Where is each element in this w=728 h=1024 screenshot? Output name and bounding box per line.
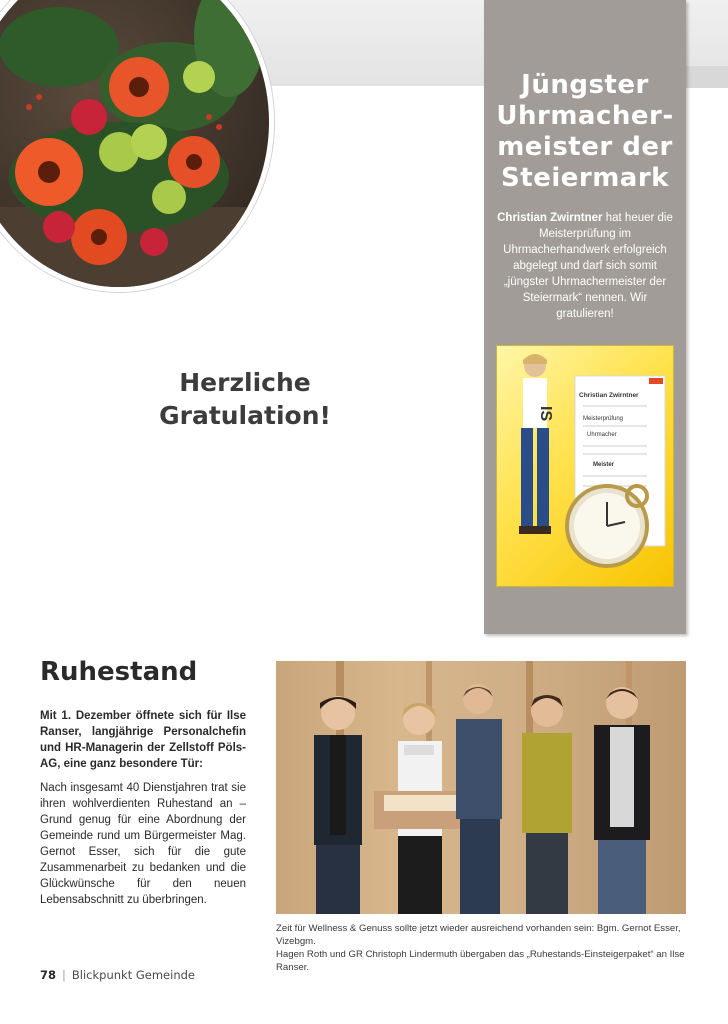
header-band-edge xyxy=(686,66,728,88)
group-photo xyxy=(276,661,686,914)
sidebar-title-line: Steiermark xyxy=(501,163,669,193)
gratulation-heading xyxy=(120,366,370,432)
sidebar-intro-name: Christian Zwirntner xyxy=(497,212,603,224)
gratulation-line: Herzliche xyxy=(179,368,311,397)
sidebar-title-line: meister der xyxy=(497,132,673,162)
sidebar-title xyxy=(484,70,686,194)
flower-bouquet-photo xyxy=(0,0,274,292)
photo-caption-line: Hagen Roth und GR Christoph Lindermuth übergaben das „Ruhestands-Einsteigerpaket“ an Ilse Ranser. xyxy=(276,949,685,973)
certificate-degree: Meister xyxy=(593,462,615,468)
sidebar-box xyxy=(484,0,686,634)
sidebar-title-line: Jüngster xyxy=(521,70,649,100)
gratulation-line: Gratulation! xyxy=(159,401,331,430)
page-number: 78 xyxy=(40,968,57,982)
sidebar-title-line: Uhrmacher- xyxy=(496,101,674,131)
sidebar-intro-text: hat heuer die Meisterprüfung im Uhrmacherhandwerk erfolgreich abgelegt und darf sich somit „jüngster Uhrmachermeister der Steiermark“ nennen. Wir gratulieren! xyxy=(503,212,673,320)
flower-bouquet-illustration xyxy=(0,0,269,287)
certificate-trade: Uhrmacher xyxy=(587,432,617,438)
section-title: Ruhestand xyxy=(40,657,198,687)
group-photo-illustration xyxy=(276,661,686,914)
article-lead: Mit 1. Dezember öffnete sich für Ilse Ranser, langjährige Personalchefin und HR-Managerin der Zellstoff Pöls-AG, eine ganz besondere Tür: xyxy=(40,710,246,770)
photo-caption xyxy=(276,922,696,974)
photo-caption-line: Zeit für Wellness & Genuss sollte jetzt wieder ausreichend vorhanden sein: Bgm. Gernot Esser, Vizebgm. xyxy=(276,923,681,947)
svg-text:IS: IS xyxy=(537,406,554,422)
publication-name: Blickpunkt Gemeinde xyxy=(71,968,195,982)
certificate-name: Christian Zwirntner xyxy=(579,392,639,399)
footer-separator: | xyxy=(62,968,66,982)
certificate-photo xyxy=(496,345,674,587)
article-body: Nach insgesamt 40 Dienstjahren trat sie ihren wohlverdienten Ruhestand an – Grund genug für eine Abordnung der Gemeinde rund um Bürgermeister Mag. Gernot Esser, sich für die gute Zusammenarbeit zu bedanken und die Glückwünsche für den neuen Lebensabschnitt zu überbringen. xyxy=(40,782,246,906)
sidebar-intro xyxy=(494,210,676,322)
certificate-title: Meisterprüfung xyxy=(583,416,624,422)
certificate-illustration xyxy=(497,346,673,586)
page-footer xyxy=(40,968,195,982)
